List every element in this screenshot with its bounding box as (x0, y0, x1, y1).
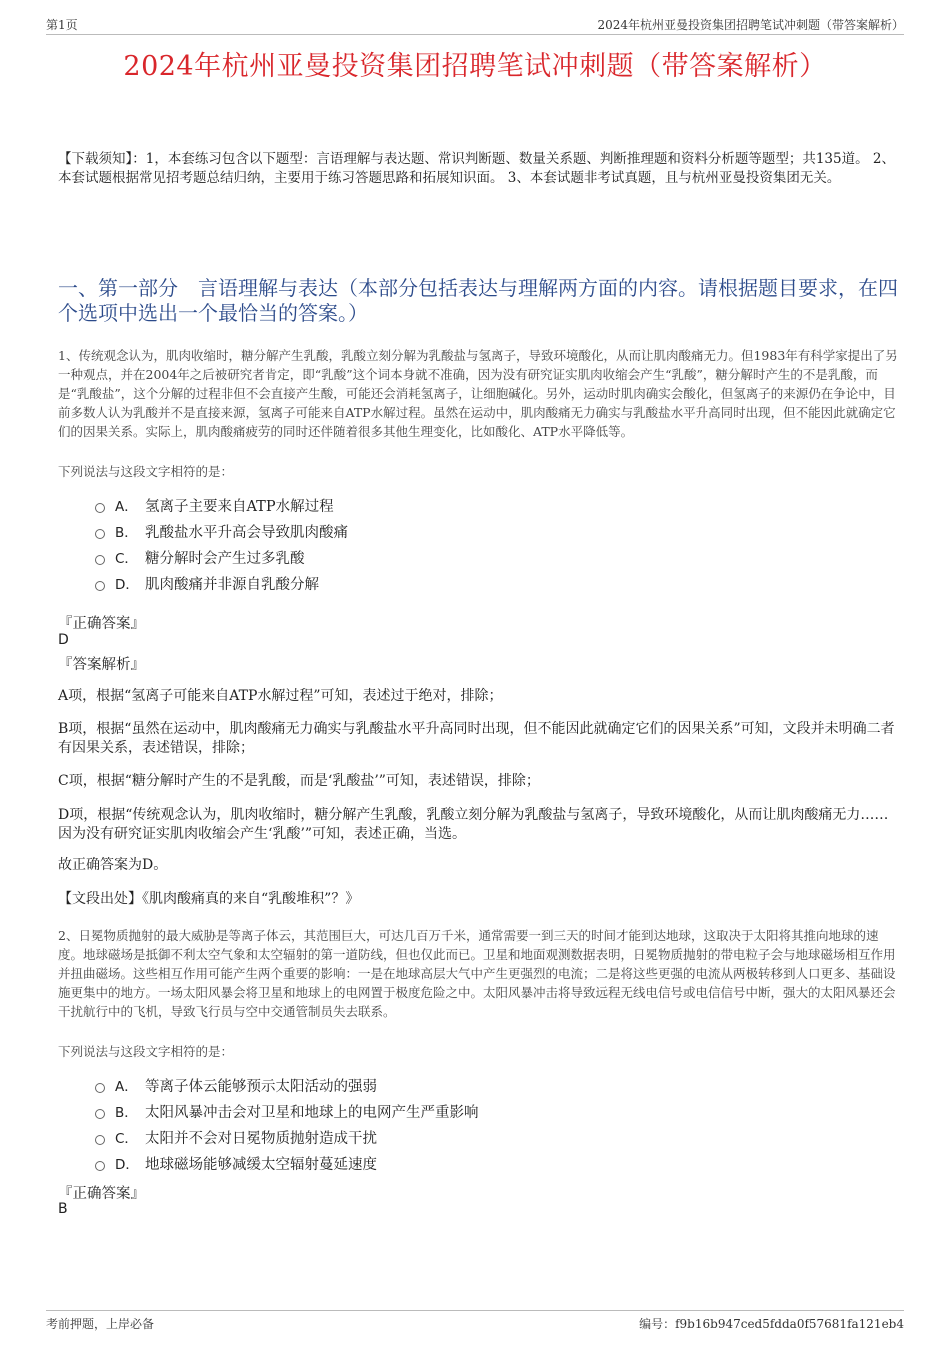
source-note: 【文段出处】《肌肉酸痛真的来自“乳酸堆积”？》 (58, 891, 360, 907)
analysis-b: B项，根据“虽然在运动中，肌肉酸痛无力确实与乳酸盐水平升高同时出现，但不能因此就确定它们的因果关系”可知，文段并未明确二者有因果关系，表述错误，排除； (58, 721, 895, 756)
option-text: 太阳并不会对日冕物质抛射造成干扰 (145, 1130, 377, 1147)
footer-slogan: 考前押题，上岸必备 (46, 1317, 155, 1331)
page-number: 第1页 (46, 18, 78, 32)
analysis-conclusion: 故正确答案为D。 (58, 857, 168, 873)
option-b[interactable] (95, 518, 875, 544)
page-header (46, 14, 904, 35)
analysis-d: D项，根据“传统观念认为，肌肉收缩时，糖分解产生乳酸，乳酸立刻分解为乳酸盐与氢离子，导致环境酸化，从而让肌肉酸痛无力……因为没有研究证实肌肉收缩会产生‘乳酸’”可知，表述正确，当选。 (58, 807, 889, 842)
question-2-prompt: 下列说法与这段文字相符的是： (58, 1044, 234, 1059)
option-c[interactable] (95, 544, 875, 570)
radio-icon[interactable] (95, 1135, 105, 1145)
analysis-a: A项，根据“氢离子可能来自ATP水解过程”可知，表述过于绝对，排除； (58, 688, 503, 704)
option-text: 地球磁场能够减缓太空辐射蔓延速度 (145, 1156, 377, 1173)
option-a[interactable] (95, 1072, 875, 1098)
option-letter: A． (115, 1079, 138, 1095)
option-text: 乳酸盐水平升高会导致肌肉酸痛 (145, 524, 348, 541)
question-1-text: 1、传统观念认为，肌肉收缩时，糖分解产生乳酸，乳酸立刻分解为乳酸盐与氢离子，导致环境酸化，从而让肌肉酸痛无力。但1983年有科学家提出了另一种观点，并在2004年之后被研究者肯定，即“乳酸”这个词本身就不准确，因为没有研究证实肌肉收缩会产生“乳酸”，糖分解时产生的不是乳酸，而是“乳酸盐”，这个分解的过程非但不会直接产生酸，可能还会消耗氢离子，让细胞碱化。另外，运动时肌肉确实会酸化，但氢离子的来源仍在争论中，目前多数人认为乳酸并不是直接来源，氢离子可能来自ATP水解过程。虽然在运动中，肌肉酸痛无力确实与乳酸盐水平升高同时出现，但不能因此就确定它们的因果关系。实际上，肌肉酸痛疲劳的同时还伴随着很多其他生理变化，比如酸化、ATP水平降低等。 (58, 348, 898, 439)
analysis-label: 『答案解析』 (58, 657, 145, 673)
question-2-options (95, 1072, 875, 1176)
analysis-c: C项，根据“糖分解时产生的不是乳酸，而是‘乳酸盐’”可知，表述错误，排除； (58, 773, 540, 789)
question-1-prompt: 下列说法与这段文字相符的是： (58, 464, 234, 479)
page-footer (46, 1310, 904, 1331)
answer-value: D (58, 632, 69, 648)
option-c[interactable] (95, 1124, 875, 1150)
radio-icon[interactable] (95, 529, 105, 539)
option-text: 太阳风暴冲击会对卫星和地球上的电网产生严重影响 (145, 1104, 479, 1121)
option-letter: B． (115, 1105, 138, 1121)
question-2-text: 2、日冕物质抛射的最大威胁是等离子体云，其范围巨大，可达几百万千米，通常需要一到三天的时间才能到达地球，这取决于太阳将其推向地球的速度。地球磁场是抵御不利太空气象和太空辐射的第一道防线，但也仅此而已。卫星和地面观测数据表明，日冕物质抛射的带电粒子会与地球磁场相互作用并扭曲磁场。这些相互作用可能产生两个重要的影响：一是在地球高层大气中产生更强烈的电流；二是将这些更强的电流从两极转移到人口更多、基础设施更集中的地方。一场太阳风暴会将卫星和地球上的电网置于极度危险之中。太阳风暴冲击将导致远程无线电信号或电信信号中断，强大的太阳风暴还会干扰航行中的飞机，导致飞行员与空中交通管制员失去联系。 (58, 928, 896, 1019)
header-doc-title: 2024年杭州亚曼投资集团招聘笔试冲刺题（带答案解析） (597, 18, 904, 32)
option-text: 糖分解时会产生过多乳酸 (145, 550, 305, 567)
radio-icon[interactable] (95, 581, 105, 591)
option-letter: D． (115, 1157, 139, 1173)
answer-value: B (58, 1201, 68, 1217)
option-letter: C． (115, 1131, 138, 1147)
question-1-options (95, 492, 875, 596)
page-title: 2024年杭州亚曼投资集团招聘笔试冲刺题（带答案解析） (123, 51, 827, 82)
option-letter: B． (115, 525, 138, 541)
radio-icon[interactable] (95, 1109, 105, 1119)
answer-label: 『正确答案』 (58, 1186, 145, 1202)
option-a[interactable] (95, 492, 875, 518)
download-notice: 【下载须知】：1，本套练习包含以下题型：言语理解与表达题、常识判断题、数量关系题、判断推理题和资料分析题等题型；共135道。 2、本套试题根据常见招考题总结归纳，主要用于练习答题思路和拓展知识面。 3、本套试题非考试真题，且与杭州亚曼投资集团无关。 (58, 151, 895, 186)
radio-icon[interactable] (95, 503, 105, 513)
option-d[interactable] (95, 570, 875, 596)
option-letter: A． (115, 499, 138, 515)
option-d[interactable] (95, 1150, 875, 1176)
option-letter: D． (115, 577, 139, 593)
answer-label: 『正确答案』 (58, 616, 145, 632)
section-heading: 一、第一部分 言语理解与表达（本部分包括表达与理解两方面的内容。请根据题目要求，在四个选项中选出一个最恰当的答案。） (58, 276, 898, 325)
option-b[interactable] (95, 1098, 875, 1124)
radio-icon[interactable] (95, 555, 105, 565)
option-text: 氢离子主要来自ATP水解过程 (145, 498, 334, 515)
radio-icon[interactable] (95, 1083, 105, 1093)
footer-doc-id: 编号：f9b16b947ced5fdda0f57681fa121eb4 (639, 1317, 904, 1331)
radio-icon[interactable] (95, 1161, 105, 1171)
option-text: 等离子体云能够预示太阳活动的强弱 (145, 1078, 377, 1095)
option-letter: C． (115, 551, 138, 567)
option-text: 肌肉酸痛并非源自乳酸分解 (145, 576, 319, 593)
